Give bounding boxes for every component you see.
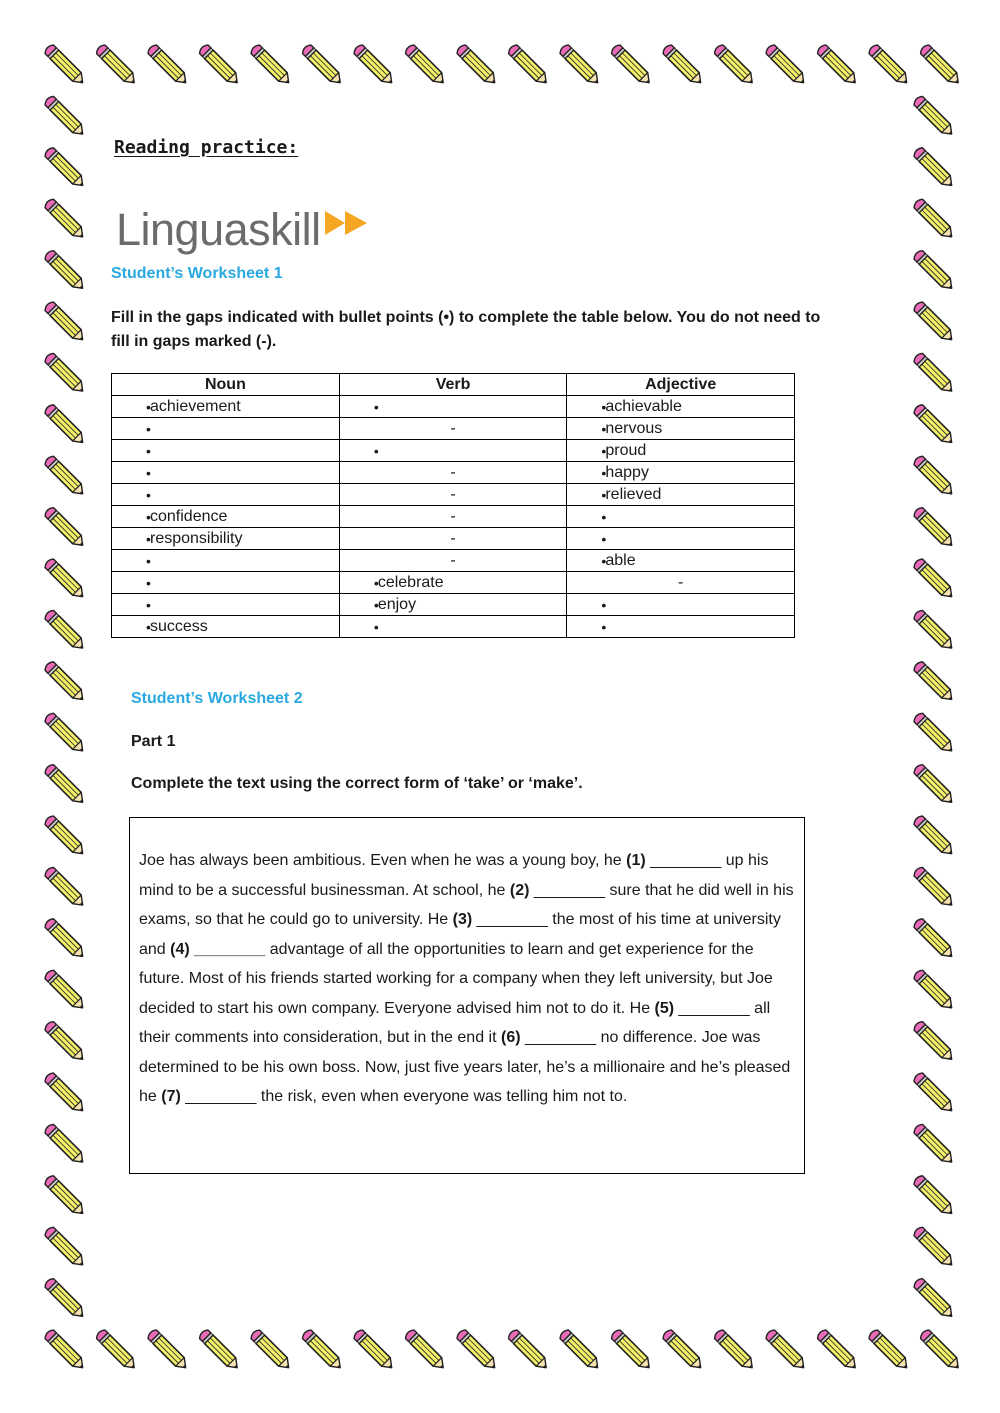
- bullet-marker: •: [601, 464, 607, 481]
- pencil-icon: [507, 43, 550, 86]
- pencil-icon: [713, 1328, 756, 1371]
- pencil-icon: [455, 1328, 498, 1371]
- table-row: [112, 550, 795, 572]
- pencil-icon: [867, 1328, 910, 1371]
- table-cell-adjective: [567, 440, 795, 462]
- table-cell-adjective: [567, 528, 795, 550]
- worksheet2-title: Student’s Worksheet 2: [131, 690, 303, 707]
- pencil-icon: [912, 352, 955, 395]
- worksheet1-title: Student’s Worksheet 1: [111, 265, 283, 282]
- table-cell-noun: [112, 616, 340, 638]
- bullet-marker: •: [601, 552, 607, 569]
- gap-number: (5): [654, 999, 675, 1017]
- pencil-icon: [43, 146, 86, 189]
- bullet-marker: •: [146, 420, 151, 437]
- table-cell-adjective: [567, 418, 795, 440]
- bullet-marker: •: [146, 486, 151, 503]
- table-cell-verb: [339, 550, 567, 572]
- pencil-icon: [610, 1328, 653, 1371]
- pencil-icon: [301, 1328, 344, 1371]
- page-heading: Reading practice:: [114, 137, 299, 158]
- table-cell-verb: [339, 528, 567, 550]
- bullet-marker: •: [146, 596, 151, 613]
- gap-fill-text-box: [129, 817, 805, 1174]
- pencil-icon: [146, 1328, 189, 1371]
- bullet-marker: •: [373, 596, 379, 613]
- pencil-icon: [558, 1328, 601, 1371]
- pencil-icon: [912, 763, 955, 806]
- gap-number: (1): [626, 852, 646, 869]
- table-cell-noun: [112, 440, 340, 462]
- pencil-icon: [43, 814, 86, 857]
- word-form: celebrate: [377, 573, 444, 591]
- bullet-marker: •: [601, 508, 607, 525]
- pencil-icon: [912, 1071, 955, 1114]
- column-header-noun: Noun: [112, 374, 340, 396]
- logo-text: Linguaskill: [116, 204, 321, 255]
- pencil-icon: [43, 917, 86, 960]
- pencil-icon: [404, 43, 447, 86]
- bullet-marker: •: [146, 508, 151, 525]
- pencil-icon: [912, 917, 955, 960]
- pencil-icon: [43, 969, 86, 1012]
- word-form: achievable: [605, 397, 682, 415]
- pencil-icon: [912, 95, 955, 138]
- pencil-icon: [912, 455, 955, 498]
- pencil-icon: [912, 146, 955, 189]
- pencil-icon: [352, 1328, 395, 1371]
- pencil-icon: [661, 1328, 704, 1371]
- table-row: [112, 396, 795, 418]
- table-row: [112, 462, 795, 484]
- table-row: [112, 484, 795, 506]
- word-form: able: [605, 551, 636, 569]
- pencil-icon: [912, 506, 955, 549]
- pencil-icon: [43, 249, 86, 292]
- table-cell-verb: [339, 572, 567, 594]
- pencil-icon: [713, 43, 756, 86]
- bullet-marker: •: [373, 618, 379, 635]
- pencil-icon: [249, 1328, 292, 1371]
- pencil-icon: [816, 43, 859, 86]
- pencil-icon: [43, 455, 86, 498]
- table-cell-adjective: [567, 462, 795, 484]
- table-cell-adjective: [567, 506, 795, 528]
- pencil-icon: [912, 1174, 955, 1217]
- table-cell-adjective: [567, 572, 795, 594]
- table-row: [112, 418, 795, 440]
- table-cell-noun: [112, 506, 340, 528]
- column-header-adjective: Adjective: [567, 374, 795, 396]
- pencil-icon: [43, 352, 86, 395]
- pencil-icon: [912, 969, 955, 1012]
- word-form: nervous: [605, 419, 663, 437]
- bullet-marker: •: [601, 486, 607, 503]
- pencil-icon: [764, 1328, 807, 1371]
- pencil-icon: [95, 43, 138, 86]
- pencil-icon: [919, 43, 962, 86]
- bullet-marker: •: [146, 442, 151, 459]
- bullet-marker: •: [146, 552, 151, 569]
- pencil-icon: [198, 43, 241, 86]
- table-cell-verb: [339, 594, 567, 616]
- pencil-icon: [43, 43, 86, 86]
- word-forms-table: [111, 373, 795, 638]
- table-cell-verb: [339, 616, 567, 638]
- pencil-icon: [43, 1071, 86, 1114]
- pencil-icon: [43, 1328, 86, 1371]
- column-header-verb: Verb: [339, 374, 567, 396]
- pencil-icon: [146, 43, 189, 86]
- bullet-marker: •: [601, 398, 607, 415]
- pencil-icon: [43, 506, 86, 549]
- table-cell-adjective: [567, 594, 795, 616]
- pencil-icon: [558, 43, 601, 86]
- pencil-icon: [867, 43, 910, 86]
- gap-number: (3): [452, 911, 473, 928]
- pencil-icon: [43, 95, 86, 138]
- text-segment: Joe has always been ambitious. Even when he was a young boy, he: [139, 852, 627, 869]
- no-fill-marker: -: [450, 485, 456, 503]
- pencil-icon: [816, 1328, 859, 1371]
- pencil-icon: [507, 1328, 550, 1371]
- pencil-icon: [912, 866, 955, 909]
- bullet-marker: •: [601, 420, 607, 437]
- pencil-icon: [43, 403, 86, 446]
- table-cell-verb: [339, 462, 567, 484]
- gap-number: (7): [161, 1088, 181, 1105]
- pencil-icon: [352, 43, 395, 86]
- pencil-icon: [912, 403, 955, 446]
- table-row: [112, 616, 795, 638]
- no-fill-marker: -: [450, 551, 456, 569]
- table-row: [112, 594, 795, 616]
- pencil-icon: [95, 1328, 138, 1371]
- word-form: success: [150, 617, 208, 635]
- gap-number: (4) ________: [170, 940, 266, 958]
- pencil-icon: [661, 43, 704, 86]
- table-cell-noun: [112, 418, 340, 440]
- table-cell-noun: [112, 572, 340, 594]
- pencil-icon: [43, 1174, 86, 1217]
- table-cell-verb: [339, 418, 567, 440]
- pencil-icon: [43, 866, 86, 909]
- table-cell-adjective: [567, 484, 795, 506]
- word-form: proud: [605, 441, 647, 459]
- pencil-icon: [912, 1123, 955, 1166]
- pencil-icon: [455, 43, 498, 86]
- pencil-icon: [912, 712, 955, 755]
- text-segment: ________ the most of his time at university and: [139, 911, 781, 958]
- pencil-icon: [912, 1226, 955, 1269]
- bullet-marker: •: [373, 398, 379, 415]
- pencil-icon: [43, 712, 86, 755]
- table-cell-verb: [339, 440, 567, 462]
- text-segment: ________ no difference. Joe was determined to be his own boss. Now, just five years later, he’s a millionaire and he’s pleased he: [139, 1029, 791, 1105]
- table-cell-verb: [339, 506, 567, 528]
- text-segment: ________ sure that he did well in his exams, so that he could go to university. He: [139, 881, 794, 928]
- word-form: happy: [605, 463, 649, 481]
- pencil-icon: [912, 300, 955, 343]
- pencil-icon: [764, 43, 807, 86]
- fast-forward-icon: [323, 209, 373, 237]
- pencil-icon: [43, 198, 86, 241]
- gap-number: (6): [500, 1029, 521, 1046]
- pencil-icon: [43, 557, 86, 600]
- bullet-marker: •: [146, 574, 151, 591]
- linguaskill-logo: [116, 200, 373, 260]
- no-fill-marker: -: [450, 463, 456, 481]
- bullet-marker: •: [373, 442, 379, 459]
- table-cell-adjective: [567, 616, 795, 638]
- pencil-icon: [912, 1020, 955, 1063]
- word-form: relieved: [605, 485, 662, 503]
- pencil-icon: [912, 660, 955, 703]
- pencil-icon: [43, 1226, 86, 1269]
- pencil-icon: [912, 814, 955, 857]
- word-form: confidence: [150, 507, 228, 525]
- table-row: [112, 506, 795, 528]
- pencil-icon: [43, 1123, 86, 1166]
- table-row: [112, 440, 795, 462]
- pencil-icon: [912, 557, 955, 600]
- table-cell-verb: [339, 484, 567, 506]
- pencil-icon: [249, 43, 292, 86]
- text-segment: ________ the risk, even when everyone was telling him not to.: [180, 1088, 628, 1105]
- bullet-marker: •: [601, 618, 607, 635]
- bullet-marker: •: [146, 530, 151, 547]
- table-cell-adjective: [567, 550, 795, 572]
- bullet-marker: •: [601, 596, 607, 613]
- pencil-icon: [404, 1328, 447, 1371]
- no-fill-marker: -: [450, 507, 456, 525]
- bullet-marker: •: [146, 398, 151, 415]
- table-row: [112, 572, 795, 594]
- word-form: responsibility: [150, 529, 243, 547]
- pencil-icon: [198, 1328, 241, 1371]
- table-cell-noun: [112, 550, 340, 572]
- word-form: enjoy: [377, 595, 417, 613]
- text-segment: advantage of all the opportunities to learn and get experience for the future. Most of his friends started working for a company when they left university, but Joe decided to start his own company. Everyone advised him not to do it. He: [139, 940, 773, 1017]
- table-cell-noun: [112, 528, 340, 550]
- pencil-icon: [912, 609, 955, 652]
- pencil-icon: [912, 249, 955, 292]
- text-segment: ________ all their comments into consideration, but in the end it: [139, 999, 771, 1046]
- table-header-row: [112, 374, 795, 396]
- pencil-icon: [43, 660, 86, 703]
- word-form: achievement: [150, 397, 241, 415]
- pencil-icon: [43, 1277, 86, 1320]
- no-fill-marker: -: [450, 419, 456, 437]
- pencil-icon: [919, 1328, 962, 1371]
- table-cell-verb: [339, 396, 567, 418]
- bullet-marker: •: [146, 464, 151, 481]
- pencil-icon: [43, 763, 86, 806]
- worksheet2-instruction: Complete the text using the correct form of ‘take’ or ‘make’.: [131, 775, 583, 792]
- table-cell-noun: [112, 462, 340, 484]
- gap-fill-paragraph: [139, 846, 796, 1112]
- gap-number: (2): [509, 881, 530, 899]
- bullet-marker: •: [601, 442, 607, 459]
- bullet-marker: •: [146, 618, 151, 635]
- pencil-icon: [912, 1277, 955, 1320]
- pencil-icon: [301, 43, 344, 86]
- pencil-icon: [43, 1020, 86, 1063]
- pencil-icon: [610, 43, 653, 86]
- text-segment: ________ up his mind to be a successful businessman. At school, he: [139, 852, 769, 899]
- table-cell-noun: [112, 396, 340, 418]
- no-fill-marker: -: [450, 529, 456, 547]
- pencil-icon: [43, 609, 86, 652]
- pencil-icon: [912, 198, 955, 241]
- worksheet1-instruction: Fill in the gaps indicated with bullet points (•) to complete the table below. You do not need to fill in gaps marked (-).: [111, 309, 821, 350]
- bullet-marker: •: [373, 574, 379, 591]
- bullet-marker: •: [601, 530, 607, 547]
- part-label: Part 1: [131, 733, 176, 750]
- table-row: [112, 528, 795, 550]
- table-cell-noun: [112, 594, 340, 616]
- pencil-icon: [43, 300, 86, 343]
- table-cell-adjective: [567, 396, 795, 418]
- no-fill-marker: -: [678, 573, 684, 591]
- table-cell-noun: [112, 484, 340, 506]
